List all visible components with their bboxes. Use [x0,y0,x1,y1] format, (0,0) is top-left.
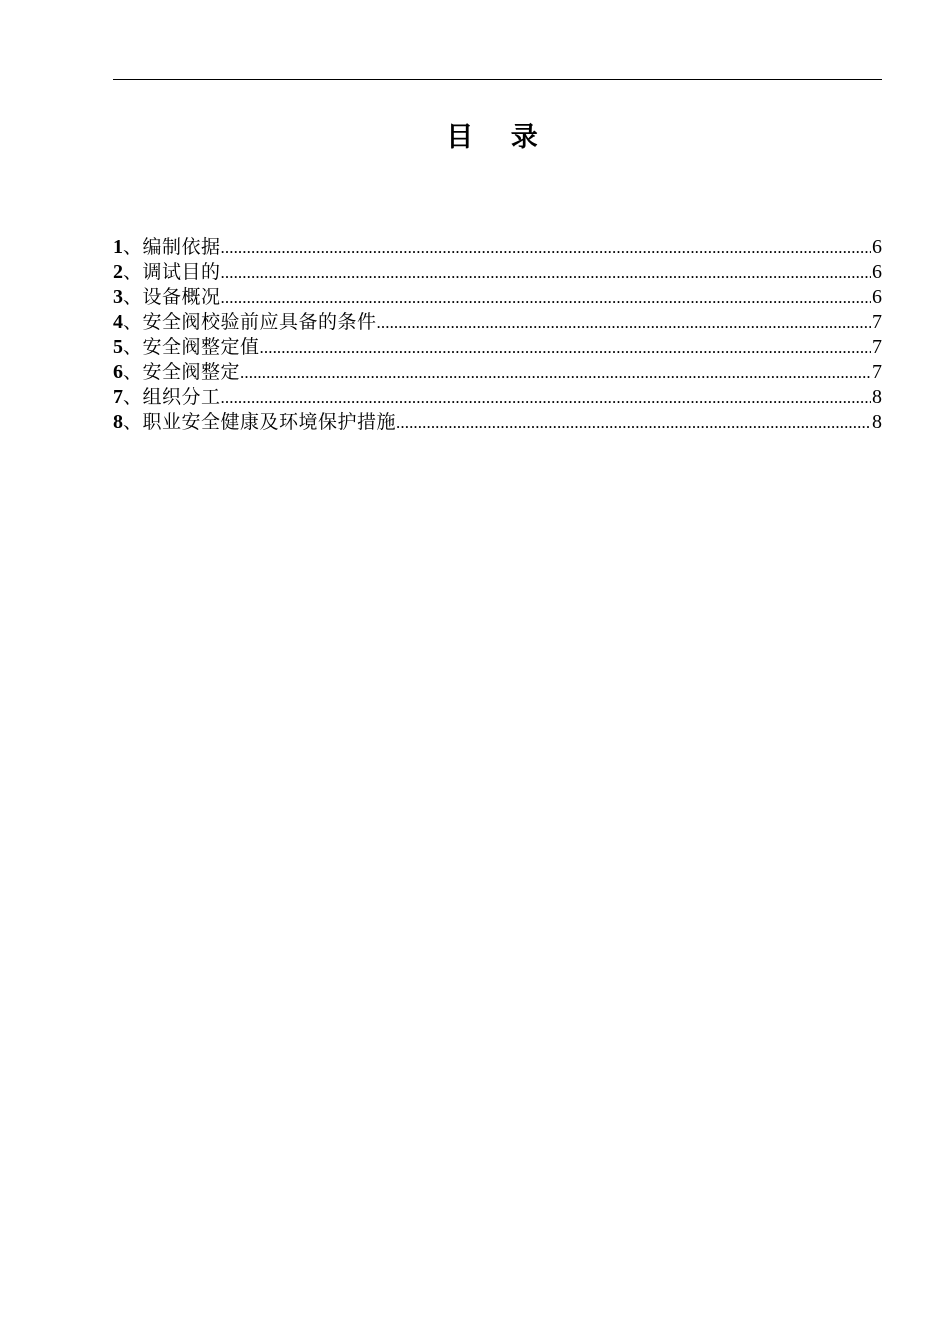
toc-entry-page: 7 [872,311,882,333]
toc-entry-title: 安全阀校验前应具备的条件 [142,311,377,333]
toc-entry-title: 职业安全健康及环境保护措施 [142,411,397,433]
toc-dot-leader [377,310,871,335]
toc-entry-separator: 、 [123,236,143,258]
toc-entry-4[interactable] [113,310,882,335]
toc-dot-leader [240,360,871,385]
toc-entry-separator: 、 [123,336,143,358]
table-of-contents [113,235,882,435]
toc-entry-1[interactable] [113,235,882,260]
toc-entry-title: 调试目的 [142,261,221,283]
toc-entry-page: 6 [872,286,882,308]
toc-dot-leader [221,235,871,260]
toc-entry-number: 5 [113,336,123,358]
toc-entry-title: 安全阀整定值 [142,336,260,358]
toc-entry-separator: 、 [123,286,143,308]
toc-entry-title: 编制依据 [142,236,221,258]
toc-entry-page: 8 [872,411,882,433]
toc-entry-8[interactable] [113,410,882,435]
toc-entry-number: 1 [113,236,123,258]
toc-entry-separator: 、 [123,411,143,433]
toc-entry-2[interactable] [113,260,882,285]
toc-title: 目 录 [446,122,552,153]
toc-dot-leader [396,410,871,435]
toc-entry-title: 设备概况 [142,286,221,308]
header-rule [113,79,882,80]
toc-entry-number: 4 [113,311,123,333]
toc-entry-separator: 、 [123,361,143,383]
toc-entry-separator: 、 [123,311,143,333]
toc-dot-leader [221,260,871,285]
toc-entry-number: 2 [113,261,123,283]
toc-entry-page: 6 [872,236,882,258]
toc-entry-3[interactable] [113,285,882,310]
toc-dot-leader [221,385,871,410]
toc-entry-5[interactable] [113,335,882,360]
toc-entry-number: 7 [113,386,123,408]
toc-entry-page: 8 [872,386,882,408]
toc-entry-page: 7 [872,336,882,358]
toc-dot-leader [221,285,871,310]
toc-entry-separator: 、 [123,261,143,283]
toc-entry-6[interactable] [113,360,882,385]
toc-entry-number: 6 [113,361,123,383]
toc-dot-leader [260,335,871,360]
toc-entry-number: 3 [113,286,123,308]
toc-entry-page: 6 [872,261,882,283]
toc-entry-page: 7 [872,361,882,383]
toc-entry-separator: 、 [123,386,143,408]
toc-entry-title: 组织分工 [142,386,221,408]
toc-entry-title: 安全阀整定 [142,361,241,383]
toc-entry-7[interactable] [113,385,882,410]
toc-entry-number: 8 [113,411,123,433]
